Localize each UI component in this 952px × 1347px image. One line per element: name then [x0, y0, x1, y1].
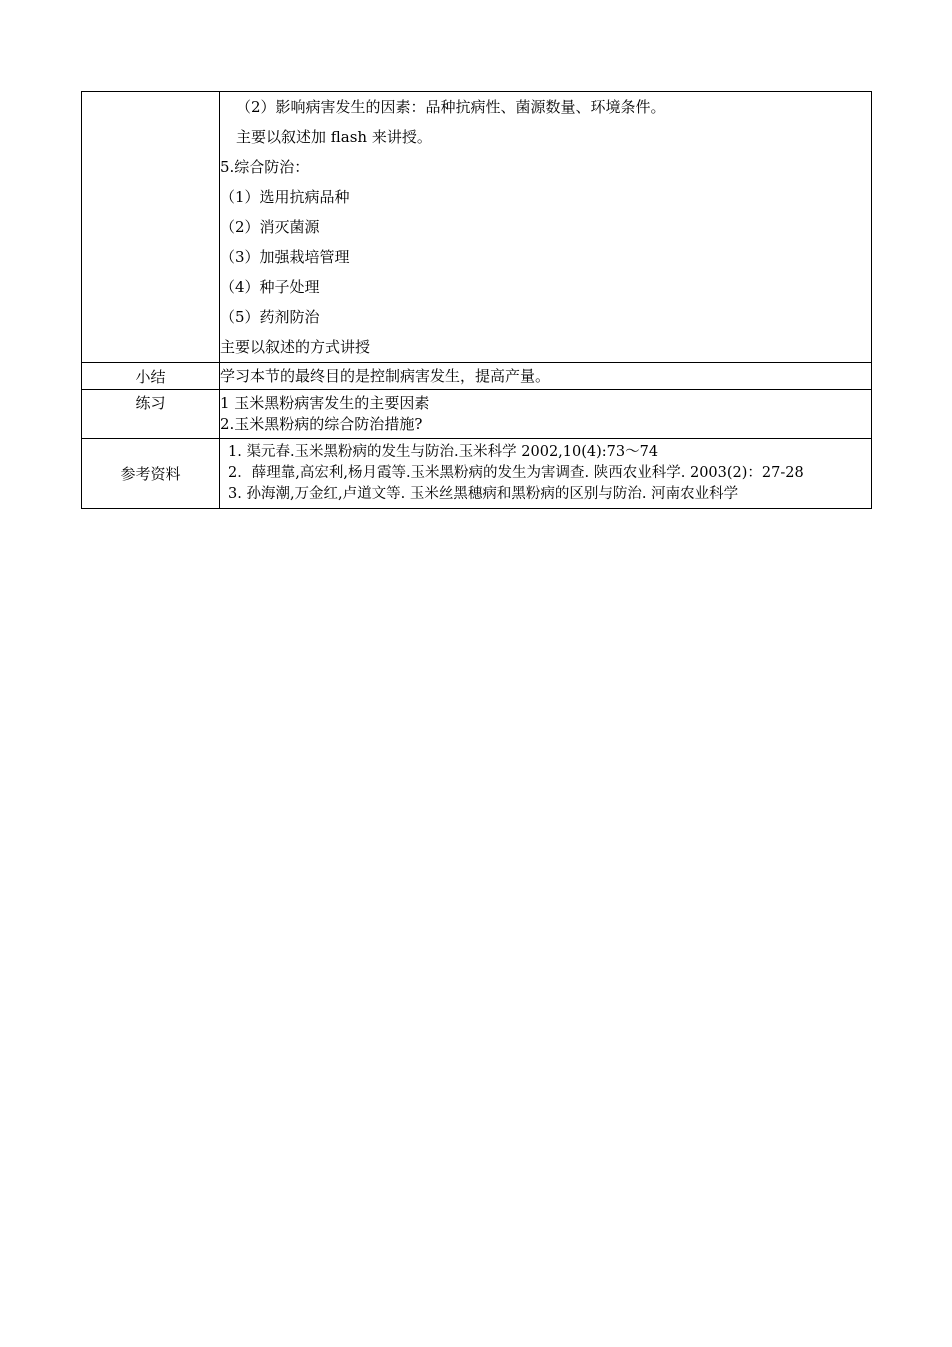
reference-item: 3. 孙海潮,万金红,卢道文等. 玉米丝黑穗病和黑粉病的区别与防治. 河南农业科学 [228, 486, 739, 502]
summary-text [220, 363, 872, 390]
list-item: （3）加强栽培管理 [220, 248, 350, 266]
references-label: 参考资料 [82, 439, 220, 509]
summary-line: 学习本节的最终目的是控制病害发生，提高产量。 [220, 366, 551, 385]
list-item: （5）药剂防治 [220, 308, 320, 326]
factor-line: （2）影响病害发生的因素：品种抗病性、菌源数量、环境条件。 [236, 98, 666, 116]
table-row [82, 439, 872, 509]
exercise-item: 2.玉米黑粉病的综合防治措施? [220, 415, 423, 433]
exercise-content [220, 390, 872, 439]
list-item: （2）消灭菌源 [220, 218, 320, 236]
exercise-label: 练习 [82, 390, 220, 439]
section-heading: 5.综合防治： [220, 158, 310, 176]
teaching-method-line: 主要以叙述的方式讲授 [220, 338, 371, 356]
teaching-method-line: 主要以叙述加 flash 来讲授。 [236, 128, 432, 146]
list-item: （1）选用抗病品种 [220, 188, 350, 206]
table-row [82, 363, 872, 390]
list-item: （4）种子处理 [220, 278, 320, 296]
table-row [82, 92, 872, 363]
table-row [82, 390, 872, 439]
reference-item: 2．薛理靠,高宏利,杨月霞等.玉米黑粉病的发生为害调查. 陕西农业科学. 2003(2)：27-28 [228, 465, 804, 481]
empty-label-cell [82, 92, 220, 363]
lesson-plan-table [81, 91, 872, 509]
exercise-item: 1 玉米黑粉病害发生的主要因素 [220, 394, 430, 412]
summary-label: 小结 [82, 363, 220, 390]
content-cell [220, 92, 872, 363]
reference-item: 1. 渠元春.玉米黑粉病的发生与防治.玉米科学 2002,10(4):73～74 [228, 444, 659, 460]
references-content [220, 439, 872, 509]
